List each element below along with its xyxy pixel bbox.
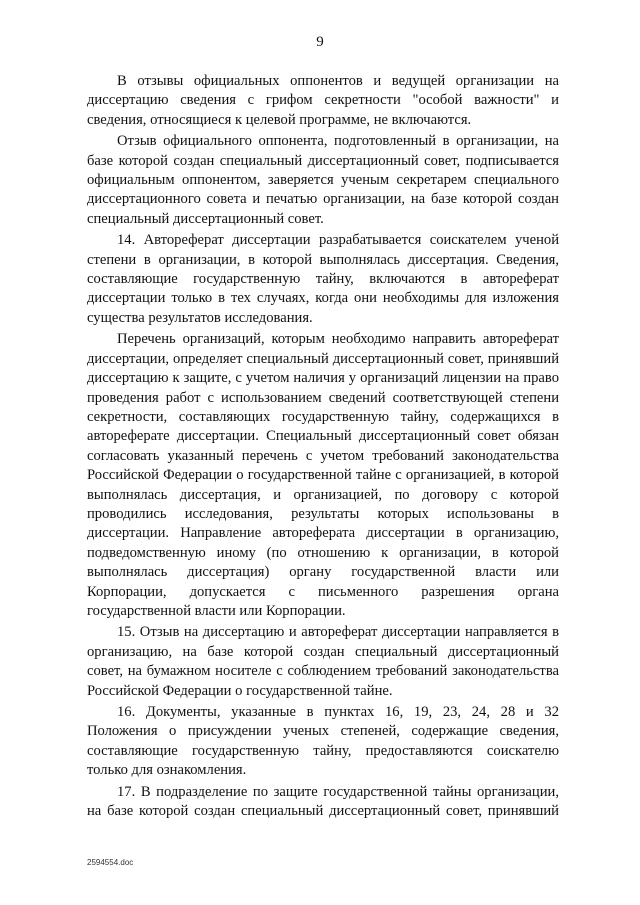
paragraph-line: на базе которой создан специальный диссертационный совет, принявший (87, 803, 559, 820)
paragraph-line: организацию, на базе которой создан специальный диссертационный (87, 643, 559, 660)
paragraph-line: Корпорации, допускается с письменного разрешения органа (87, 583, 559, 600)
paragraph-line: диссертационного совета и печатью организации, на базе которой создан (87, 191, 559, 208)
paragraph-line: Российской Федерации о государственной тайне с организацией, в которой (87, 467, 559, 484)
paragraph-line: сведения, относящиеся к целевой программе, не включаются. (87, 111, 472, 128)
paragraph-line: существа результатов исследования. (87, 309, 313, 326)
paragraph-line: совет, на бумажном носителе с соблюдением требований законодательства (87, 663, 559, 680)
paragraph (87, 132, 559, 229)
paragraph-line: специальный диссертационный совет. (87, 210, 324, 227)
paragraph-line: только для ознакомления. (87, 762, 247, 779)
paragraph-line: диссертацию к защите, с учетом наличия у организаций лицензии на право (87, 370, 559, 387)
paragraph-line: диссертации. Направление автореферата диссертации в организацию, (87, 525, 559, 542)
paragraph-line: Российской Федерации о государственной тайне. (87, 682, 393, 699)
paragraph-line: составляющие государственную тайну, включаются в автореферат (87, 271, 559, 288)
paragraph-line: Перечень организаций, которым необходимо направить автореферат (117, 331, 559, 348)
paragraph-line: 16. Документы, указанные в пунктах 16, 19, 23, 24, 28 и 32 (117, 704, 559, 720)
document-file-name: 2594554.doc (87, 858, 134, 867)
paragraph (87, 72, 559, 130)
paragraph-line: согласовать указанный перечень с учетом требований законодательства (87, 447, 559, 464)
paragraph (87, 703, 559, 781)
document-body (87, 72, 559, 821)
paragraph-line: государственной власти или Корпорации. (87, 602, 346, 619)
paragraph (87, 783, 559, 822)
paragraph-line: проводились исследования, результаты которых использованы в (87, 505, 559, 522)
paragraph-line: выполнялась диссертация) органу государственной власти или (87, 564, 559, 581)
paragraph-line: проведения работ с использованием сведений соответствующей степени (87, 389, 559, 406)
paragraph-line: 14. Автореферат диссертации разрабатывается соискателем ученой (117, 232, 559, 249)
paragraph-line: базе которой создан специальный диссертационный совет, подписывается (87, 152, 559, 169)
paragraph-line: В отзывы официальных оппонентов и ведущей организации на (117, 73, 559, 89)
paragraph-line: официальным оппонентом, заверяется ученым секретарем специального (87, 172, 559, 189)
paragraph-line: секретности, составляющих государственную тайну, содержащихся в (87, 408, 559, 425)
paragraph-line: степени в организации, в которой выполнялась диссертация. Сведения, (87, 251, 559, 268)
paragraph-line: подведомственную иному (по отношению к организации, в которой (87, 544, 559, 561)
paragraph-line: составляющие государственную тайну, предоставляются соискателю (87, 742, 559, 759)
paragraph-line: Отзыв официального оппонента, подготовленный в организации, на (117, 133, 559, 150)
paragraph-line: выполнялась диссертация, и организацией, по договору с которой (87, 486, 559, 503)
paragraph (87, 623, 559, 701)
paragraph-line: 15. Отзыв на диссертацию и автореферат диссертации направляется в (117, 624, 559, 641)
paragraph-line: Положения о присуждении ученых степеней, содержащие сведения, (87, 723, 559, 740)
paragraph (87, 330, 559, 621)
paragraph-line: диссертации только в тех случаях, когда они необходимы для изложения (87, 290, 559, 307)
page-number: 9 (316, 34, 324, 50)
paragraph (87, 231, 559, 328)
paragraph-line: диссертации, определяет специальный диссертационный совет, принявший (87, 350, 559, 367)
paragraph-line: автореферате диссертации. Специальный диссертационный совет обязан (87, 428, 559, 445)
paragraph-line: диссертацию сведения с грифом секретности "особой важности" и (87, 92, 559, 109)
paragraph-line: 17. В подразделение по защите государственной тайны организации, (117, 783, 559, 800)
